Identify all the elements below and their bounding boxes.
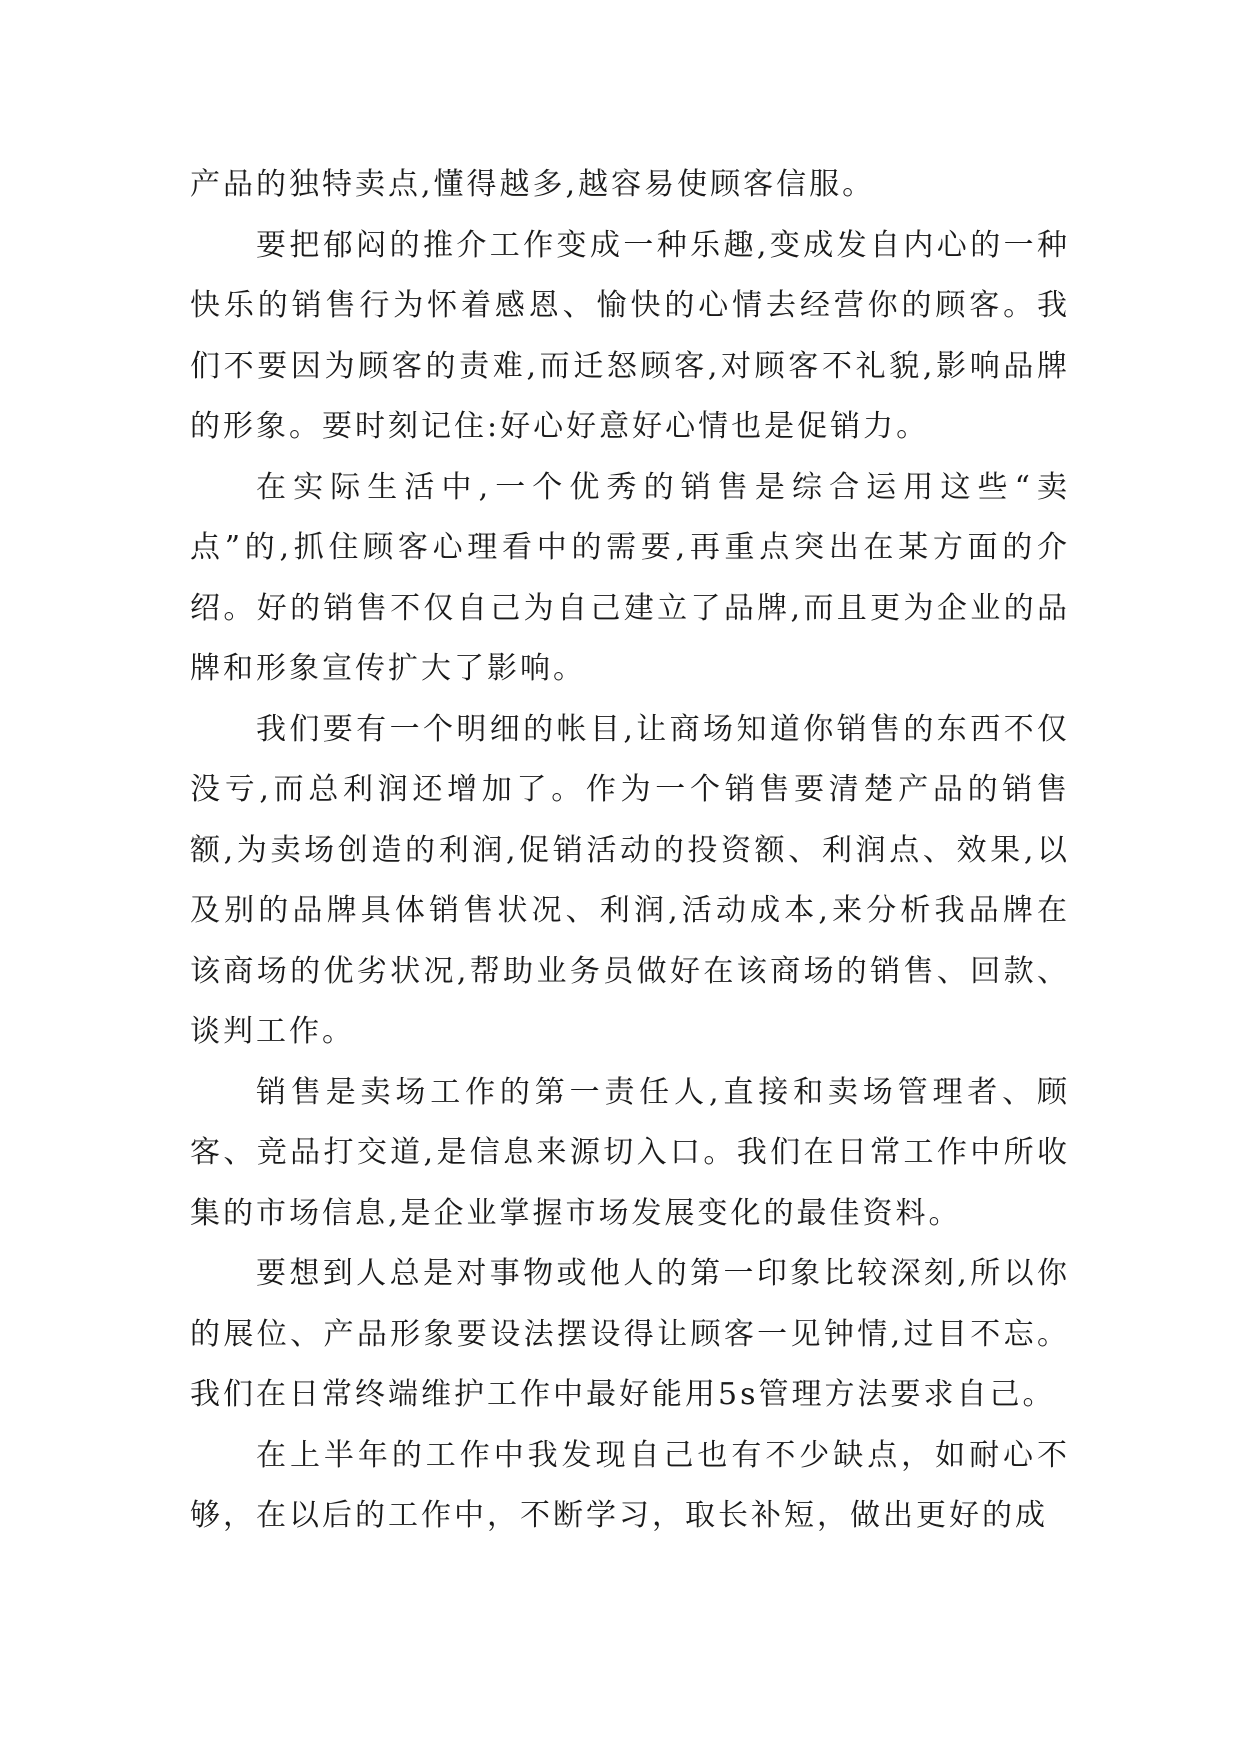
document-body — [190, 155, 1070, 1547]
paragraph-3: 在实际生活中,一个优秀的销售是综合运用这些“卖点”的,抓住顾客心理看中的需要,再重点突出在某方面的介绍。好的销售不仅自己为自己建立了品牌,而且更为企业的品牌和形象宣传扩大了影响。 — [190, 469, 1070, 686]
paragraph-6: 要想到人总是对事物或他人的第一印象比较深刻,所以你的展位、产品形象要设法摆设得让顾客一见钟情,过目不忘。我们在日常终端维护工作中最好能用5s管理方法要求自己。 — [190, 1256, 1070, 1412]
paragraph-4: 我们要有一个明细的帐目,让商场知道你销售的东西不仅没亏,而总利润还增加了。作为一个销售要清楚产品的销售额,为卖场创造的利润,促销活动的投资额、利润点、效果,以及别的品牌具体销售状况、利润,活动成本,来分析我品牌在该商场的优劣状况,帮助业务员做好在该商场的销售、回款、谈判工作。 — [190, 711, 1070, 1049]
paragraph-2: 要把郁闷的推介工作变成一种乐趣,变成发自内心的一种快乐的销售行为怀着感恩、愉快的心情去经营你的顾客。我们不要因为顾客的责难,而迁怒顾客,对顾客不礼貌,影响品牌的形象。要时刻记住:好心好意好心情也是促销力。 — [190, 227, 1070, 444]
paragraph-1: 产品的独特卖点,懂得越多,越容易使顾客信服。 — [190, 167, 876, 202]
paragraph-7: 在上半年的工作中我发现自己也有不少缺点，如耐心不够，在以后的工作中，不断学习，取长补短，做出更好的成 — [190, 1437, 1070, 1533]
paragraph-5: 销售是卖场工作的第一责任人,直接和卖场管理者、顾客、竞品打交道,是信息来源切入口。我们在日常工作中所收集的市场信息,是企业掌握市场发展变化的最佳资料。 — [190, 1074, 1070, 1231]
